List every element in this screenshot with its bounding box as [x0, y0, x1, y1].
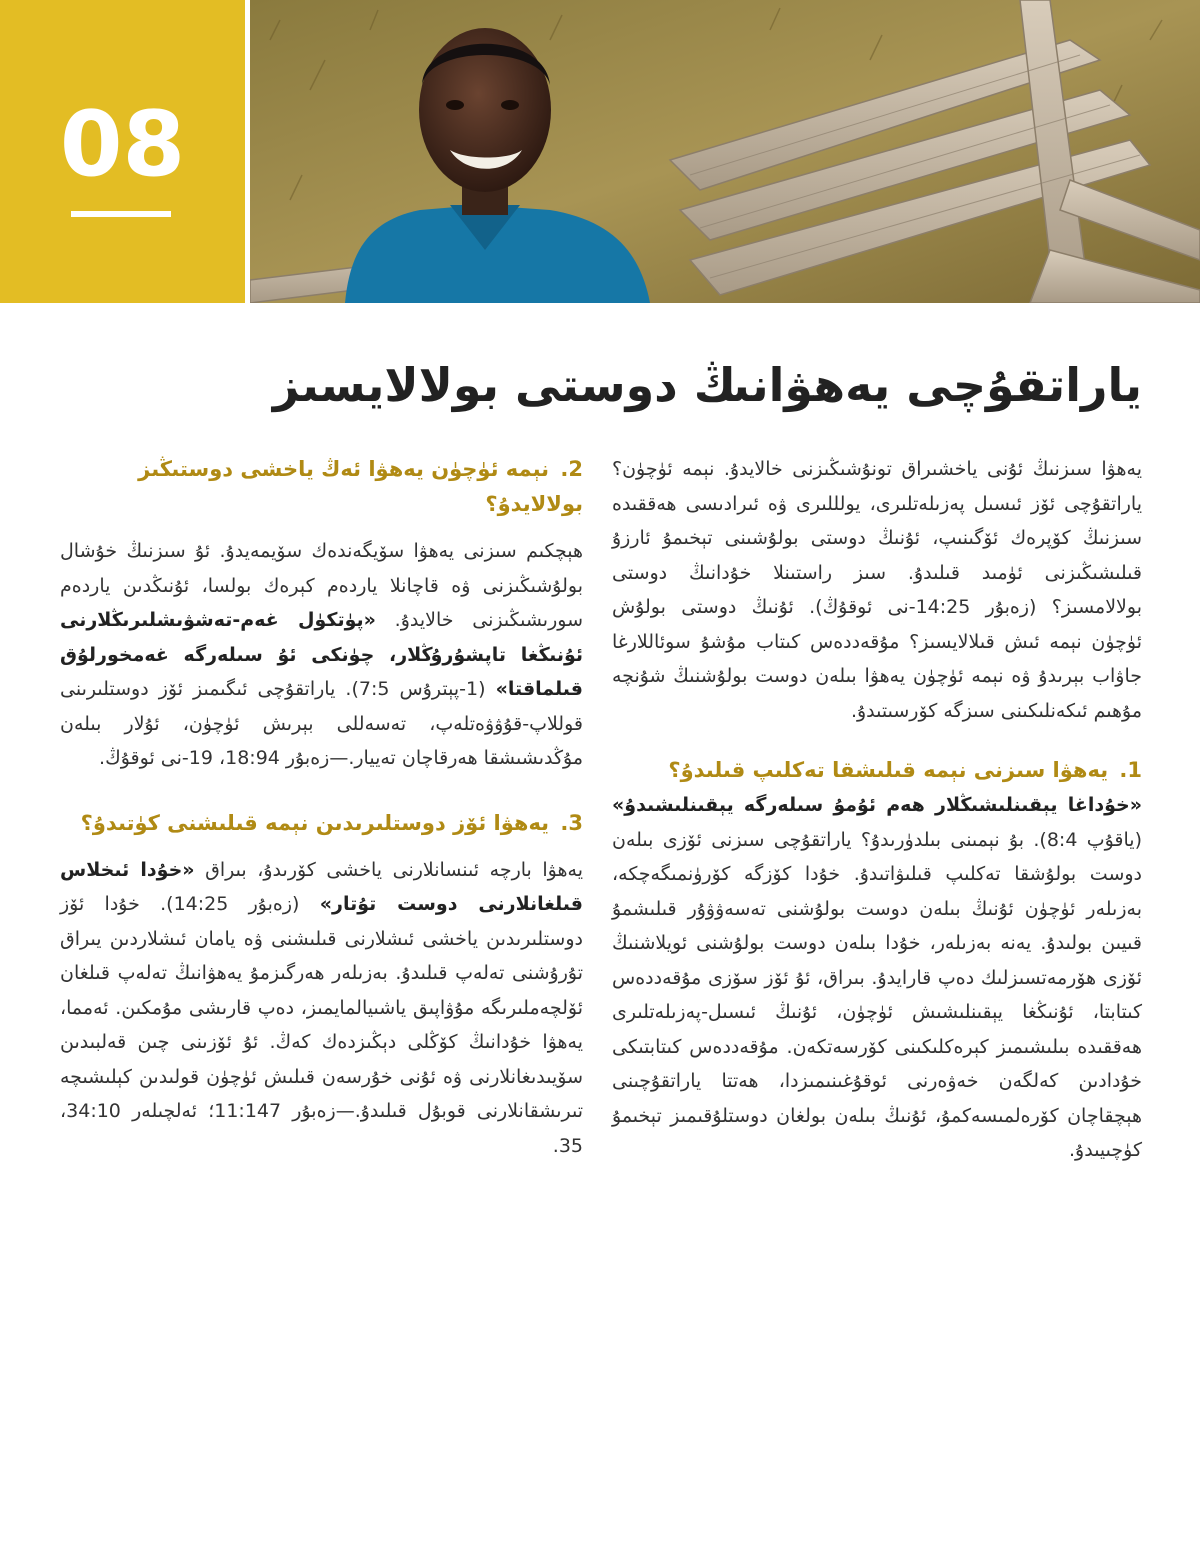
- section-2-body: [60, 534, 583, 776]
- section-3-quote: «خۇدا ئىخلاس قىلغانلارنى دوست تۇتار»: [60, 858, 583, 915]
- hero-photo: [250, 0, 1200, 303]
- section-2-number: 2.: [560, 457, 583, 481]
- section-2-heading: [60, 452, 583, 522]
- section-1-body: [612, 788, 1142, 1168]
- section-3-body: [60, 853, 583, 1164]
- section-2-heading-text: نېمە ئۈچۈن يەھۋا ئەڭ ياخشى دوستىڭىز بولالايدۇ؟: [138, 457, 583, 516]
- section-1-heading: [612, 753, 1142, 788]
- section-3-text-before: يەھۋا بارچە ئىنسانلارنى ياخشى كۆرىدۇ، بىراق: [194, 858, 583, 881]
- section-1-text: (ياقۇپ 8:4). بۇ نېمىنى بىلدۈرىدۇ؟ ياراتقۇچى سىزنى ئۆزى بىلەن دوست بولۇشقا تەكلىپ قىلىۋاتىدۇ. خۇدا كۆزگە كۆرۈنمىگەچكە، بەزىلەر ئۈچۈن ئۇنىڭ بىلەن دوست بولۇشنى تەسەۋۋۇر قىلىشمۇ قىيىن بولىدۇ. يەنە بەزىلەر، خۇدا بىلەن دوست بولۇشنى ئويلاشنىڭ ئۆزى ھۆرمەتسىزلىك دەپ قارايدۇ. بىراق، ئۇ ئۆز سۆزى مۇقەددەس كىتابتا، ئۇنىڭغا يېقىنلىشىش ئۈچۈن، ئۇنىڭ ئىسىل-پەزىلەتلىرى ھەققىدە بىلىشىمىز كېرەكلىكىنى كۆرسەتكەن. مۇقەددەس كىتابتىكى خۇدادىن كەلگەن خەۋەرنى ئوقۇغىنىمىزدا، ھەتتا ياراتقۇچىنى ھېچقاچان كۆرەلمىسەكمۇ، ئۇنىڭ بىلەن بولغان دوستلۇقىمىز تېخىمۇ كۈچىيىدۇ.: [612, 828, 1142, 1161]
- section-3-heading-text: يەھۋا ئۆز دوستلىرىدىن نېمە قىلىشنى كۈتىدۇ؟: [80, 810, 550, 835]
- section-1-quote: «خۇداغا يېقىنلىشىڭلار ھەم ئۇمۇ سىلەرگە يېقىنلىشىدۇ»: [612, 794, 1142, 816]
- right-column: [612, 452, 1142, 1168]
- badge-underline: [71, 211, 171, 217]
- page-title: ياراتقۇچى يەھۋانىڭ دوستى بولالايسىز: [272, 358, 1142, 412]
- header-banner: [0, 0, 1200, 303]
- section-2-quote: «پۈتكۈل غەم-تەشۋىشلىرىڭلارنى ئۇنىڭغا تاپشۇرۇڭلار، چۈنكى ئۇ سىلەرگە غەمخورلۇق قىلماقتا»: [60, 609, 583, 700]
- section-3-heading: [60, 806, 583, 841]
- intro-paragraph: يەھۋا سىزنىڭ ئۇنى ياخشىراق تونۇشىڭىزنى خالايدۇ. نېمە ئۈچۈن؟ ياراتقۇچى ئۆز ئىسىل پەزىلەتلىرى، يولللىرى ۋە ئىرادىسى ھەققىدە سىزنىڭ كۆپرەك ئۆگىنىپ، ئۇنىڭ دوستى بولۇشىنى تېخىمۇ ئارزۇ قىلىشىڭىزنى ئۈمىد قىلىدۇ. سىز راستىنلا خۇدانىڭ دوستى بولالامسىز؟ (زەبۇر 14:25-نى ئوقۇڭ). ئۇنىڭ دوستى بولۇش ئۈچۈن نېمە ئىش قىلالايسىز؟ مۇقەددەس كىتاب مۇشۇ سوئاللارغا جاۋاب بېرىدۇ ۋە نېمە ئۈچۈن يەھۋا بىلەن دوست بولۇشنىڭ شۇنچە مۇھىم ئىكەنلىكىنى سىزگە كۆرسىتىدۇ.: [612, 458, 1142, 722]
- section-2-text-before: ھېچكىم سىزنى يەھۋا سۆيگەندەك سۆيمەيدۇ. ئۇ سىزنىڭ خۇشال بولۇشىڭىزنى ۋە قاچانلا ياردەم كېرەك بولسا، ئۇنىڭدىن ياردەم سورىشىڭىزنى خالايدۇ.: [60, 540, 583, 631]
- section-3-text-after: (زەبۇر 14:25). خۇدا ئۆز دوستلىرىدىن ياخشى ئىشلارنى قىلىشنى ۋە يامان ئىشلاردىن يىراق تۇرۇشنى تەلەپ قىلىدۇ. بەزىلەر ھەرگىزمۇ يەھۋانىڭ تەلەپ قىلغان ئۆلچەملىرىگە مۇۋاپىق ياشىيالمايمىز، دەپ قارىشى مۇمكىن. ئەمما، يەھۋا خۇدانىڭ كۆڭلى دېڭىزدەك كەڭ. ئۇ ئۆزىنى چىن قەلبىدىن سۆيىدىغانلارنى ۋە ئۇنى خۇرسەن قىلىش ئۈچۈن قولىدىن كېلىشىچە تىرىشقانلارنى قوبۇل قىلىدۇ.—زەبۇر 11:147؛ ئەلچىلەر 34:10، 35.: [60, 893, 583, 1157]
- section-1-number: 1.: [1119, 758, 1142, 782]
- section-2-text-after: (1-پېترۇس 7:5). ياراتقۇچى ئىگىمىز ئۆز دوستلىرىنى قوللاپ-قۇۋۋەتلەپ، تەسەللى بېرىش ئۈچۈن، ئۇلار بىلەن مۇڭدىشىشقا ھەرقاچان تەييار.—زەبۇر 18:94، 19-نى ئوقۇڭ.: [60, 678, 583, 769]
- left-column: [60, 452, 583, 1163]
- section-3-number: 3.: [560, 810, 583, 835]
- section-1-heading-text: يەھۋا سىزنى نېمە قىلىشقا تەكلىپ قىلىدۇ؟: [668, 758, 1109, 782]
- lesson-badge: [0, 0, 245, 303]
- lesson-number: 08: [59, 92, 186, 197]
